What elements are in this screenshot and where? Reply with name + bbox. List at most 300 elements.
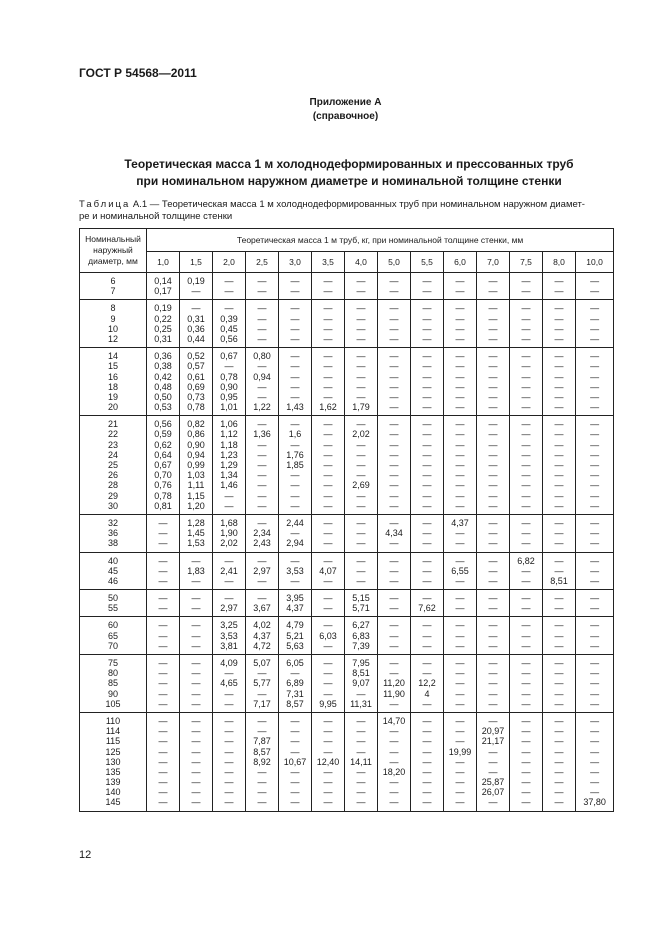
mass-cell <box>312 712 345 811</box>
mass-value: 0,31 <box>154 333 172 344</box>
mass-value: 0,69 <box>187 381 205 392</box>
mass-value: — <box>455 351 465 362</box>
mass-value: — <box>191 678 201 689</box>
mass-value: — <box>455 555 465 566</box>
mass-cell <box>378 416 411 515</box>
mass-value: 0,57 <box>187 361 205 372</box>
mass-value: 1,29 <box>220 460 238 470</box>
mass-value: — <box>488 630 498 641</box>
mass-cell <box>378 300 411 348</box>
mass-cell <box>477 300 510 348</box>
diameter-value: 85 <box>107 678 118 689</box>
mass-value: — <box>323 517 333 528</box>
mass-value: — <box>554 500 564 511</box>
mass-cell <box>279 300 312 348</box>
mass-value: — <box>389 565 399 576</box>
mass-value: — <box>554 439 564 450</box>
title-line-1: Теоретическая масса 1 м холоднодеформированных и прессованных труб <box>124 157 574 171</box>
mass-value: — <box>323 500 333 511</box>
mass-cell <box>510 273 543 300</box>
diameter-value: 24 <box>107 449 118 460</box>
mass-cell <box>345 514 378 552</box>
mass-value: — <box>590 678 600 689</box>
mass-value: — <box>257 391 267 402</box>
mass-value: — <box>356 538 366 549</box>
mass-cell <box>180 300 213 348</box>
mass-value: — <box>158 603 168 614</box>
mass-cell <box>147 590 180 617</box>
mass-value: — <box>590 351 600 362</box>
mass-value: — <box>389 303 399 314</box>
thickness-header: 5,0 <box>378 252 411 273</box>
mass-value: — <box>455 678 465 689</box>
mass-value: — <box>590 593 600 604</box>
mass-value: 0,86 <box>187 429 205 440</box>
mass-cell <box>477 416 510 515</box>
mass-value: — <box>488 381 498 392</box>
mass-value: — <box>356 575 366 586</box>
mass-value: — <box>191 630 201 641</box>
mass-value: — <box>521 371 531 382</box>
diameter-value: 32 <box>107 517 118 528</box>
mass-value: — <box>257 500 267 511</box>
mass-cell <box>279 590 312 617</box>
mass-value: — <box>590 323 600 334</box>
mass-value: 5,21 <box>286 630 304 641</box>
mass-cell <box>312 590 345 617</box>
mass-cell <box>411 712 444 811</box>
mass-value: 7,39 <box>352 640 370 651</box>
mass-value: — <box>590 668 600 679</box>
mass-value: — <box>422 538 432 549</box>
mass-value: — <box>554 333 564 344</box>
mass-value: — <box>389 517 399 528</box>
mass-value: — <box>323 575 333 586</box>
diameter-value: 14 <box>107 351 118 362</box>
mass-value: — <box>455 333 465 344</box>
mass-value: — <box>257 575 267 586</box>
mass-cell <box>312 273 345 300</box>
mass-value: 0,14 <box>154 276 172 286</box>
mass-value: — <box>590 528 600 539</box>
mass-value: 37,80 <box>583 797 606 808</box>
mass-value: 4,02 <box>253 620 271 631</box>
mass-value: 0,39 <box>220 313 238 324</box>
mass-value: — <box>554 726 564 737</box>
mass-value: 1,06 <box>220 419 238 430</box>
diameter-value: 114 <box>105 726 121 737</box>
mass-cell <box>444 655 477 713</box>
diameter-value: 19 <box>107 391 118 402</box>
mass-cell <box>477 617 510 655</box>
mass-value: — <box>554 658 564 668</box>
mass-cell <box>246 712 279 811</box>
mass-value: 0,78 <box>187 402 205 413</box>
mass-value: — <box>521 746 531 757</box>
mass-value: — <box>554 323 564 334</box>
mass-cell <box>378 655 411 713</box>
mass-cell <box>312 552 345 590</box>
diameter-cell <box>80 655 147 713</box>
mass-value: — <box>455 381 465 392</box>
mass-value: — <box>323 460 333 470</box>
mass-value: — <box>389 361 399 372</box>
mass-value: 0,61 <box>187 371 205 382</box>
diameter-value: 29 <box>107 490 118 501</box>
mass-cell <box>510 655 543 713</box>
mass-value: — <box>257 286 267 297</box>
mass-value: — <box>158 575 168 586</box>
diameter-value: 60 <box>107 620 118 631</box>
mass-value: — <box>323 371 333 382</box>
mass-value: — <box>554 630 564 641</box>
mass-value: — <box>590 439 600 450</box>
mass-value: — <box>590 630 600 641</box>
mass-value: — <box>158 528 168 539</box>
diameter-cell <box>80 416 147 515</box>
mass-value: 0,67 <box>154 460 172 470</box>
mass-value: — <box>554 528 564 539</box>
mass-value: — <box>521 391 531 402</box>
mass-value: — <box>590 777 600 788</box>
mass-value: — <box>521 490 531 501</box>
mass-value: — <box>389 603 399 614</box>
mass-value: — <box>158 715 168 726</box>
mass-value: — <box>422 787 432 798</box>
mass-value: — <box>554 746 564 757</box>
mass-value: — <box>356 303 366 314</box>
mass-value: — <box>389 698 399 709</box>
thickness-header-row <box>80 252 614 273</box>
mass-cell <box>411 590 444 617</box>
diameter-cell <box>80 273 147 300</box>
mass-value: 0,99 <box>187 460 205 470</box>
diameter-value: 80 <box>107 668 118 679</box>
mass-value: — <box>590 313 600 324</box>
mass-value: — <box>224 736 234 747</box>
mass-cell <box>246 300 279 348</box>
mass-value: — <box>422 391 432 402</box>
mass-value: — <box>389 736 399 747</box>
mass-value: — <box>323 715 333 726</box>
mass-value: — <box>389 313 399 324</box>
mass-value: 0,67 <box>220 351 238 362</box>
mass-value: 18,20 <box>382 766 406 777</box>
mass-value: — <box>191 688 201 699</box>
mass-value: 8,51 <box>550 575 568 586</box>
mass-cell <box>180 552 213 590</box>
mass-value: — <box>191 797 201 808</box>
mass-value: — <box>158 756 168 767</box>
mass-value: — <box>356 736 366 747</box>
mass-value: — <box>224 555 234 566</box>
mass-value: — <box>356 313 366 324</box>
mass-value: 0,81 <box>154 500 172 511</box>
mass-value: — <box>422 756 432 767</box>
mass-value: — <box>356 688 366 699</box>
mass-cell <box>543 590 576 617</box>
mass-value: — <box>488 766 498 777</box>
mass-value: — <box>590 449 600 460</box>
mass-value: — <box>290 361 300 372</box>
diameter-value: 28 <box>107 480 118 491</box>
mass-value: — <box>224 766 234 777</box>
mass-value: — <box>422 286 432 297</box>
diameter-cell <box>80 590 147 617</box>
thickness-header: 7,0 <box>477 252 510 273</box>
mass-value: — <box>554 688 564 699</box>
mass-value: — <box>356 528 366 539</box>
mass-value: — <box>356 787 366 798</box>
mass-value: — <box>590 756 600 767</box>
mass-value: — <box>323 381 333 392</box>
diameter-value: 140 <box>105 787 121 798</box>
mass-value: — <box>455 736 465 747</box>
mass-value: 8,51 <box>352 668 370 679</box>
mass-value: — <box>455 276 465 286</box>
mass-cell <box>576 300 614 348</box>
mass-cell <box>312 348 345 416</box>
mass-value: — <box>554 668 564 679</box>
mass-value: 0,90 <box>220 381 238 392</box>
mass-value: — <box>590 640 600 651</box>
mass-value: — <box>389 658 399 668</box>
mass-cell <box>213 416 246 515</box>
mass-value: 1,01 <box>220 402 238 413</box>
mass-value: 6,05 <box>286 658 304 668</box>
mass-cell <box>345 617 378 655</box>
mass-cell <box>576 590 614 617</box>
diameter-value: 110 <box>105 715 121 726</box>
mass-cell <box>147 514 180 552</box>
mass-value: 7,31 <box>286 688 304 699</box>
mass-value: — <box>257 490 267 501</box>
mass-value: — <box>488 517 498 528</box>
mass-value: — <box>356 449 366 460</box>
mass-value: 1,90 <box>220 528 238 539</box>
mass-value: — <box>455 470 465 481</box>
mass-value: — <box>521 402 531 413</box>
mass-value: — <box>224 303 234 314</box>
mass-value: — <box>257 715 267 726</box>
mass-value: — <box>158 688 168 699</box>
mass-value: — <box>257 333 267 344</box>
mass-value: — <box>356 500 366 511</box>
appendix-title: Приложение А <box>309 97 382 108</box>
mass-cell <box>510 712 543 811</box>
mass-value: — <box>356 391 366 402</box>
mass-value: — <box>455 528 465 539</box>
mass-cell <box>213 552 246 590</box>
mass-value: 12,2 <box>418 678 436 689</box>
mass-value: — <box>521 313 531 324</box>
mass-value: — <box>323 480 333 491</box>
mass-value: — <box>158 678 168 689</box>
mass-cell <box>213 273 246 300</box>
mass-value: — <box>158 787 168 798</box>
mass-value: — <box>521 688 531 699</box>
mass-value: — <box>488 276 498 286</box>
mass-value: — <box>290 381 300 392</box>
mass-value: — <box>290 746 300 757</box>
mass-value: — <box>422 500 432 511</box>
mass-value: — <box>356 726 366 737</box>
mass-cell <box>213 348 246 416</box>
mass-value: — <box>455 756 465 767</box>
diameter-value: 75 <box>107 658 118 668</box>
mass-value: — <box>488 746 498 757</box>
mass-value: — <box>455 698 465 709</box>
mass-value: 4,09 <box>220 658 238 668</box>
mass-value: — <box>455 500 465 511</box>
diameter-value: 135 <box>105 766 121 777</box>
mass-value: — <box>422 323 432 334</box>
mass-cell <box>477 273 510 300</box>
mass-value: — <box>554 678 564 689</box>
mass-value: — <box>323 286 333 297</box>
mass-value: — <box>389 470 399 481</box>
mass-value: 8,57 <box>286 698 304 709</box>
mass-value: — <box>488 490 498 501</box>
mass-value: — <box>158 698 168 709</box>
mass-value: — <box>356 715 366 726</box>
diameter-value: 9 <box>110 313 116 324</box>
mass-value: — <box>158 736 168 747</box>
mass-value: — <box>521 528 531 539</box>
mass-cell <box>444 416 477 515</box>
mass-value: — <box>422 528 432 539</box>
mass-value: — <box>191 746 201 757</box>
mass-value: — <box>191 787 201 798</box>
mass-value: — <box>554 777 564 788</box>
mass-value: — <box>488 575 498 586</box>
mass-value: — <box>521 777 531 788</box>
mass-value: — <box>290 303 300 314</box>
mass-value: 5,77 <box>253 678 271 689</box>
appendix-note: (справочное) <box>312 111 379 122</box>
mass-value: — <box>554 313 564 324</box>
mass-value: — <box>356 439 366 450</box>
diameter-value: 7 <box>110 286 116 297</box>
mass-value: 0,64 <box>154 449 172 460</box>
mass-value: — <box>224 593 234 604</box>
mass-cell <box>543 712 576 811</box>
mass-value: — <box>590 391 600 402</box>
mass-value: 0,56 <box>154 419 172 430</box>
mass-value: 0,90 <box>187 439 205 450</box>
mass-value: — <box>455 715 465 726</box>
mass-value: — <box>323 640 333 651</box>
mass-value: — <box>521 419 531 430</box>
mass-value: — <box>290 766 300 777</box>
table-row <box>80 712 614 811</box>
mass-value: — <box>455 797 465 808</box>
thickness-header: 5,5 <box>411 252 444 273</box>
mass-value: — <box>356 419 366 430</box>
mass-value: — <box>389 668 399 679</box>
diameter-value: 22 <box>107 429 118 440</box>
mass-value: — <box>290 726 300 737</box>
mass-value: 2,02 <box>352 429 370 440</box>
mass-value: — <box>191 658 201 668</box>
mass-value: — <box>422 668 432 679</box>
table-row <box>80 655 614 713</box>
mass-value: 0,56 <box>220 333 238 344</box>
diameter-value: 12 <box>107 333 118 344</box>
mass-value: 2,97 <box>220 603 238 614</box>
mass-value: — <box>554 603 564 614</box>
mass-value: — <box>257 668 267 679</box>
mass-value: 4,07 <box>319 565 337 576</box>
mass-cell <box>345 552 378 590</box>
mass-value: — <box>224 726 234 737</box>
mass-value: — <box>554 698 564 709</box>
mass-value: — <box>389 449 399 460</box>
mass-cell <box>510 590 543 617</box>
mass-value: — <box>488 538 498 549</box>
mass-value: — <box>455 777 465 788</box>
mass-cell <box>345 416 378 515</box>
mass-value: — <box>158 593 168 604</box>
mass-value: — <box>455 726 465 737</box>
mass-value: 5,15 <box>352 593 370 604</box>
mass-value: — <box>158 565 168 576</box>
mass-value: — <box>224 575 234 586</box>
mass-value: 0,50 <box>154 391 172 402</box>
mass-value: — <box>389 640 399 651</box>
mass-value: — <box>521 678 531 689</box>
mass-value: — <box>521 698 531 709</box>
mass-cell <box>444 348 477 416</box>
mass-cell <box>444 273 477 300</box>
mass-value: — <box>422 640 432 651</box>
mass-value: — <box>488 797 498 808</box>
diameter-value: 15 <box>107 361 118 372</box>
mass-value: — <box>521 593 531 604</box>
mass-value: — <box>488 756 498 767</box>
mass-value: — <box>224 715 234 726</box>
mass-value: 8,92 <box>253 756 271 767</box>
mass-value: — <box>554 351 564 362</box>
mass-value: 11,31 <box>350 698 372 709</box>
mass-value: — <box>521 381 531 392</box>
mass-value: 0,36 <box>154 351 172 362</box>
mass-value: 21,17 <box>481 736 505 747</box>
mass-value: — <box>554 391 564 402</box>
mass-value: 0,73 <box>187 391 205 402</box>
mass-value: 1,45 <box>187 528 205 539</box>
mass-value: 0,82 <box>187 419 205 430</box>
mass-value: — <box>356 351 366 362</box>
mass-value: 0,31 <box>187 313 205 324</box>
mass-cell <box>378 590 411 617</box>
mass-value: — <box>323 658 333 668</box>
mass-value: — <box>554 402 564 413</box>
mass-value: 1,53 <box>187 538 205 549</box>
mass-cell <box>279 552 312 590</box>
mass-cell <box>180 617 213 655</box>
mass-value: — <box>389 402 399 413</box>
mass-value: — <box>257 480 267 491</box>
mass-value: 20,97 <box>481 726 505 737</box>
mass-value: 3,25 <box>220 620 238 631</box>
mass-value: — <box>521 603 531 614</box>
mass-value: — <box>323 391 333 402</box>
mass-value: — <box>488 715 498 726</box>
mass-value: — <box>590 736 600 747</box>
mass-value: 4,72 <box>253 640 271 651</box>
mass-value: 3,95 <box>286 593 304 604</box>
